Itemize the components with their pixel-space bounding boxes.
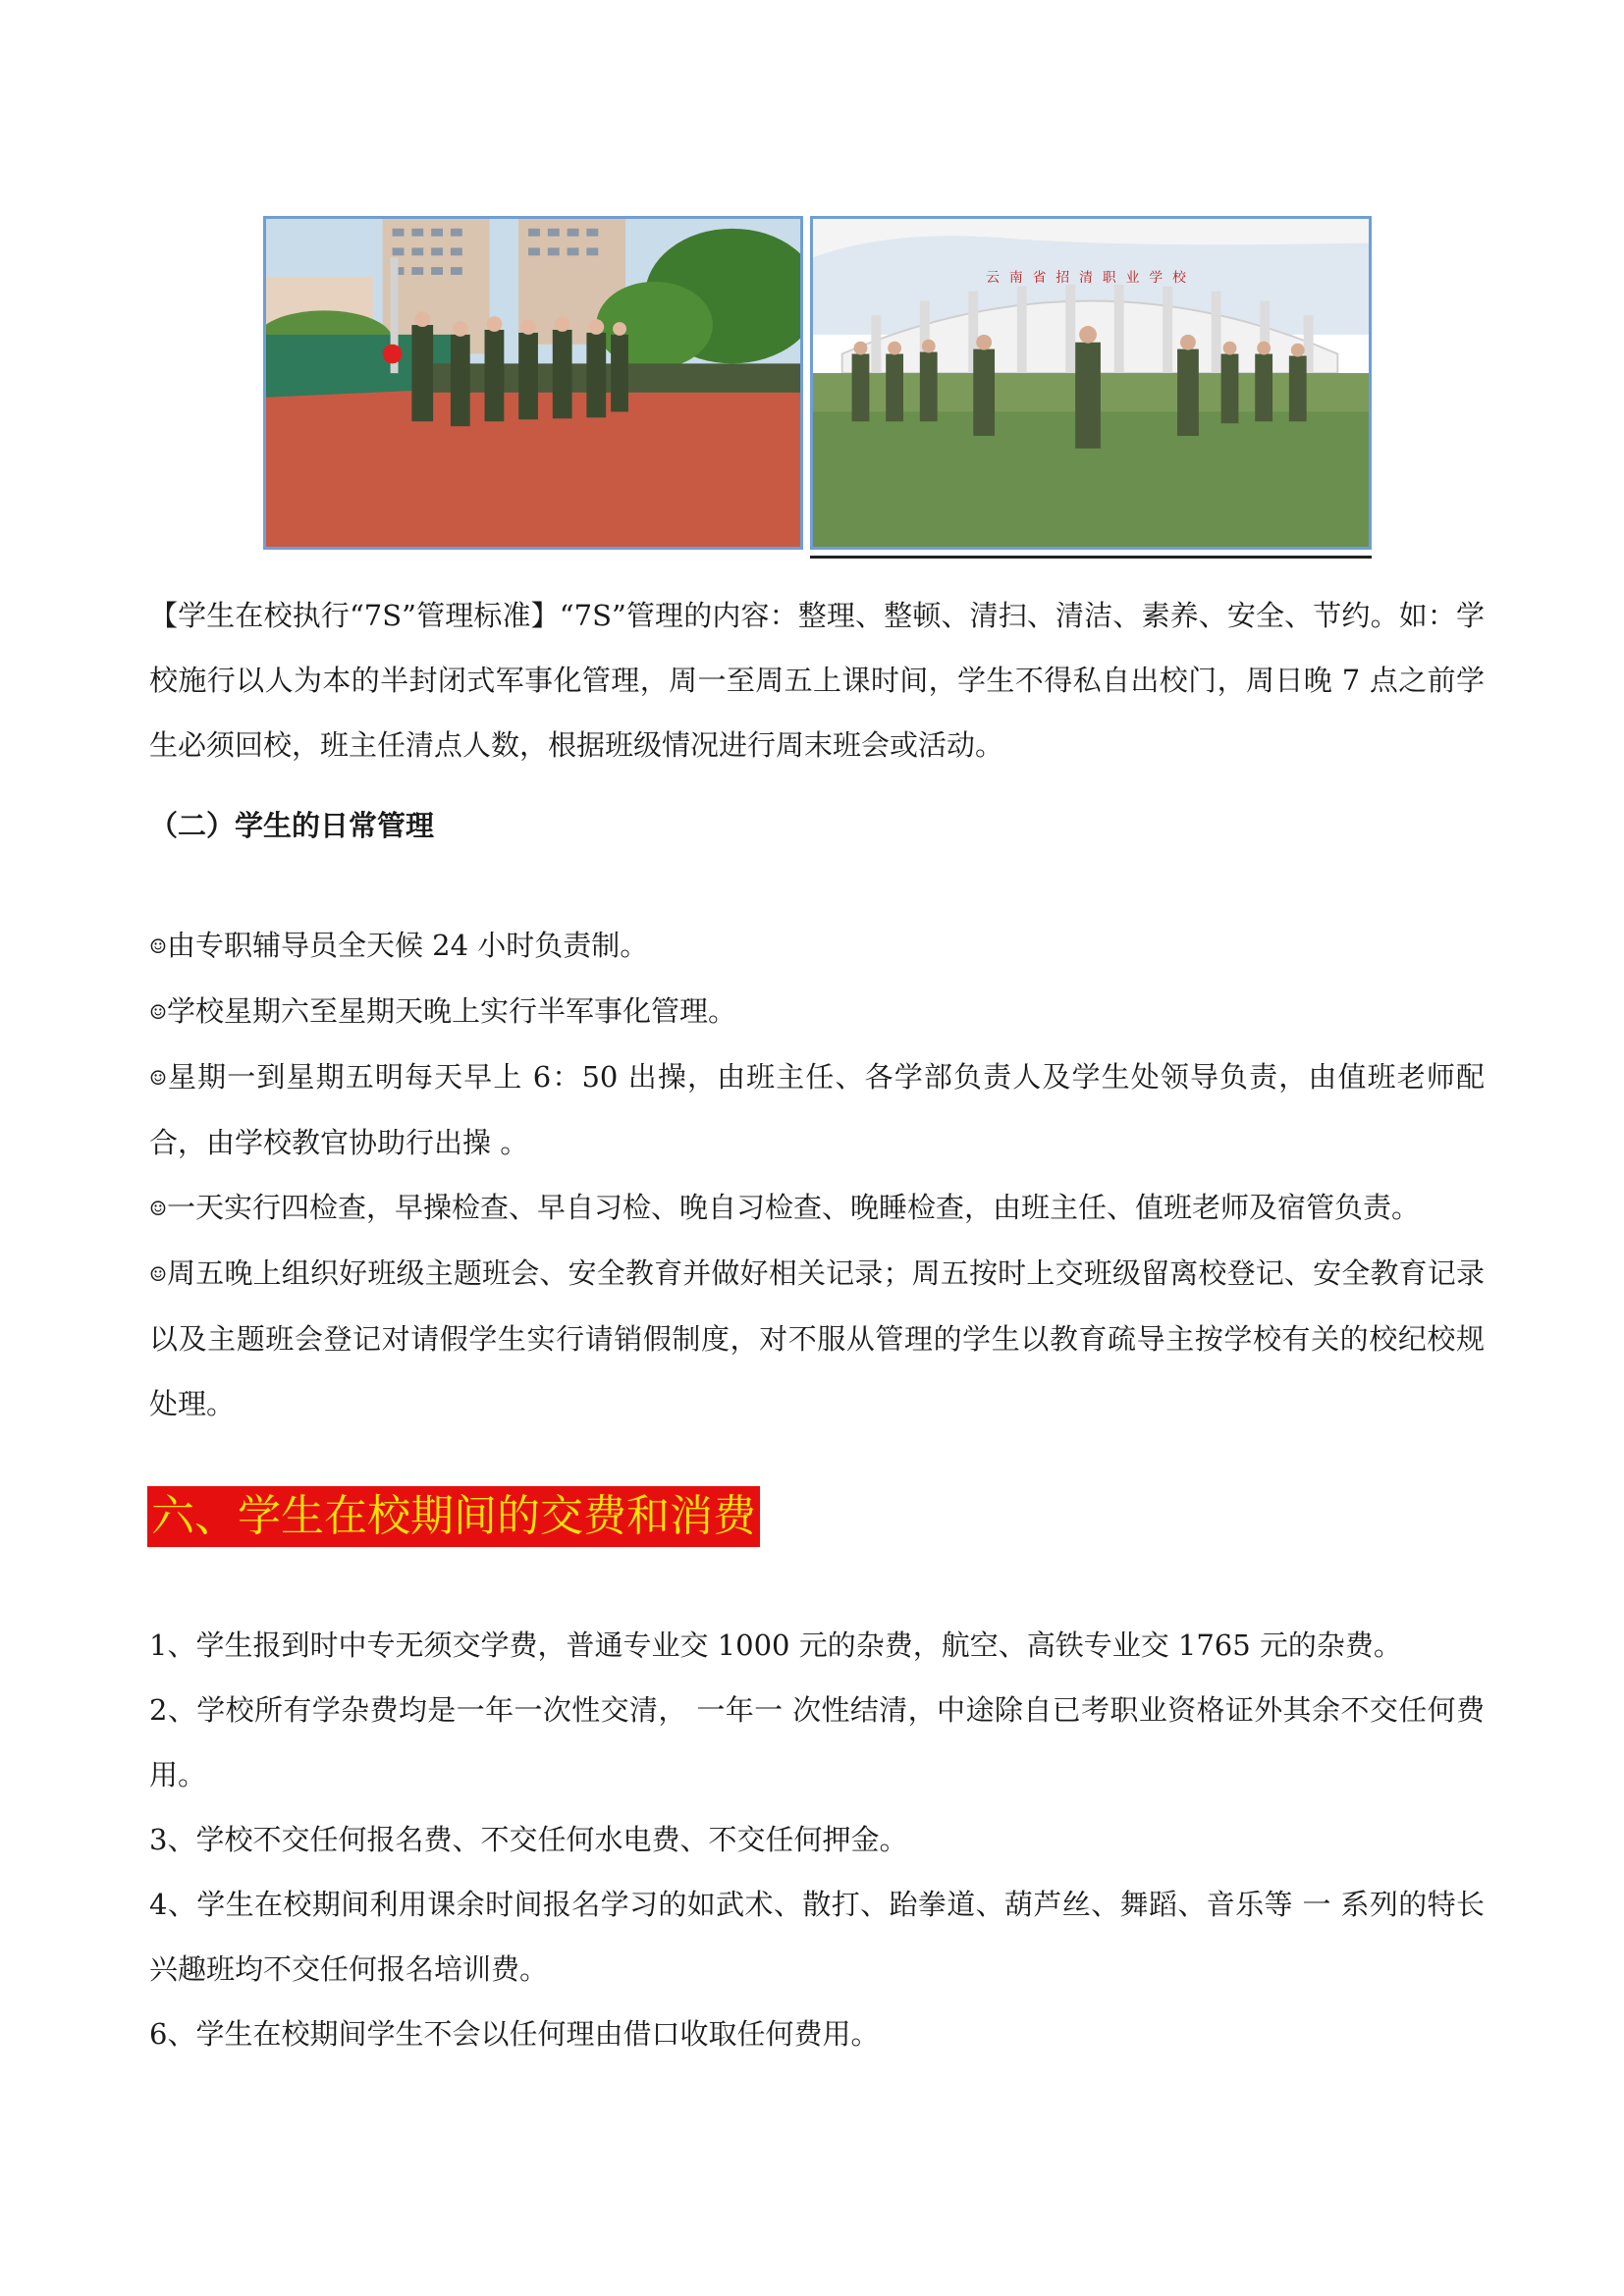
- daily-management-list: [149, 913, 1485, 1436]
- photo-marching: [263, 216, 803, 550]
- photo-formation: [810, 216, 1372, 550]
- fee-list: [149, 1613, 1485, 2066]
- fee-item: 2、学校所有学杂费均是一年一次性交清， 一年一 次性结清，中途除自已考职业资格证外其余不交任何费用。: [149, 1693, 1485, 1791]
- smiley-bullet-icon: ☺: [149, 1262, 167, 1286]
- photo-row: [263, 216, 1373, 560]
- fee-item: 1、学生报到时中专无须交学费，普通专业交 1000 元的杂费，航空、高铁专业交 1765 元的杂费。: [149, 1629, 1402, 1662]
- banner-text: 云南省招清职业学校: [986, 269, 1196, 286]
- photo-underline: [810, 556, 1372, 559]
- fee-item: 4、学生在校期间利用课余时间报名学习的如武术、散打、跆拳道、葫芦丝、舞蹈、音乐等 一 系列的特长兴趣班均不交任何报名培训费。: [149, 1888, 1485, 1986]
- daily-item: ☺星期一到星期五明每天早上 6：50 出操，由班主任、各学部负责人及学生处领导负责，由值班老师配合，由学校教官协助行出操 。: [149, 1060, 1485, 1159]
- daily-item: ☺一天实行四检查，早操检查、早自习检、晚自习检查、晚睡检查，由班主任、值班老师及宿管负责。: [149, 1191, 1420, 1224]
- smiley-bullet-icon: ☺: [149, 1000, 167, 1024]
- paragraph-7s-standard: 【学生在校执行“7S”管理标准】“7S”管理的内容：整理、整顿、清扫、清洁、素养、安全、节约。如：学校施行以人为本的半封闭式军事化管理，周一至周五上课时间，学生不得私自出校门，周日晚 7 点之前学生必须回校，班主任清点人数，根据班级情况进行周末班会或活动。: [149, 599, 1485, 762]
- daily-item: ☺周五晚上组织好班级主题班会、安全教育并做好相关记录；周五按时上交班级留离校登记、安全教育记录以及主题班会登记对请假学生实行请销假制度，对不服从管理的学生以教育疏导主按学校有关的校纪校规处理。: [149, 1256, 1485, 1420]
- daily-item: ☺由专职辅导员全天候 24 小时负责制。: [149, 929, 649, 962]
- smiley-bullet-icon: ☺: [149, 1066, 167, 1090]
- section-heading-fees: 六、学生在校期间的交费和消费: [147, 1486, 760, 1547]
- fee-item: 3、学校不交任何报名费、不交任何水电费、不交任何押金。: [149, 1823, 908, 1856]
- smiley-bullet-icon: ☺: [149, 934, 167, 958]
- daily-item: ☺学校星期六至星期天晚上实行半军事化管理。: [149, 994, 736, 1028]
- subheading-daily-management: （二）学生的日常管理: [149, 809, 435, 842]
- fee-item: 6、学生在校期间学生不会以任何理由借口收取任何费用。: [149, 2017, 880, 2051]
- smiley-bullet-icon: ☺: [149, 1197, 167, 1220]
